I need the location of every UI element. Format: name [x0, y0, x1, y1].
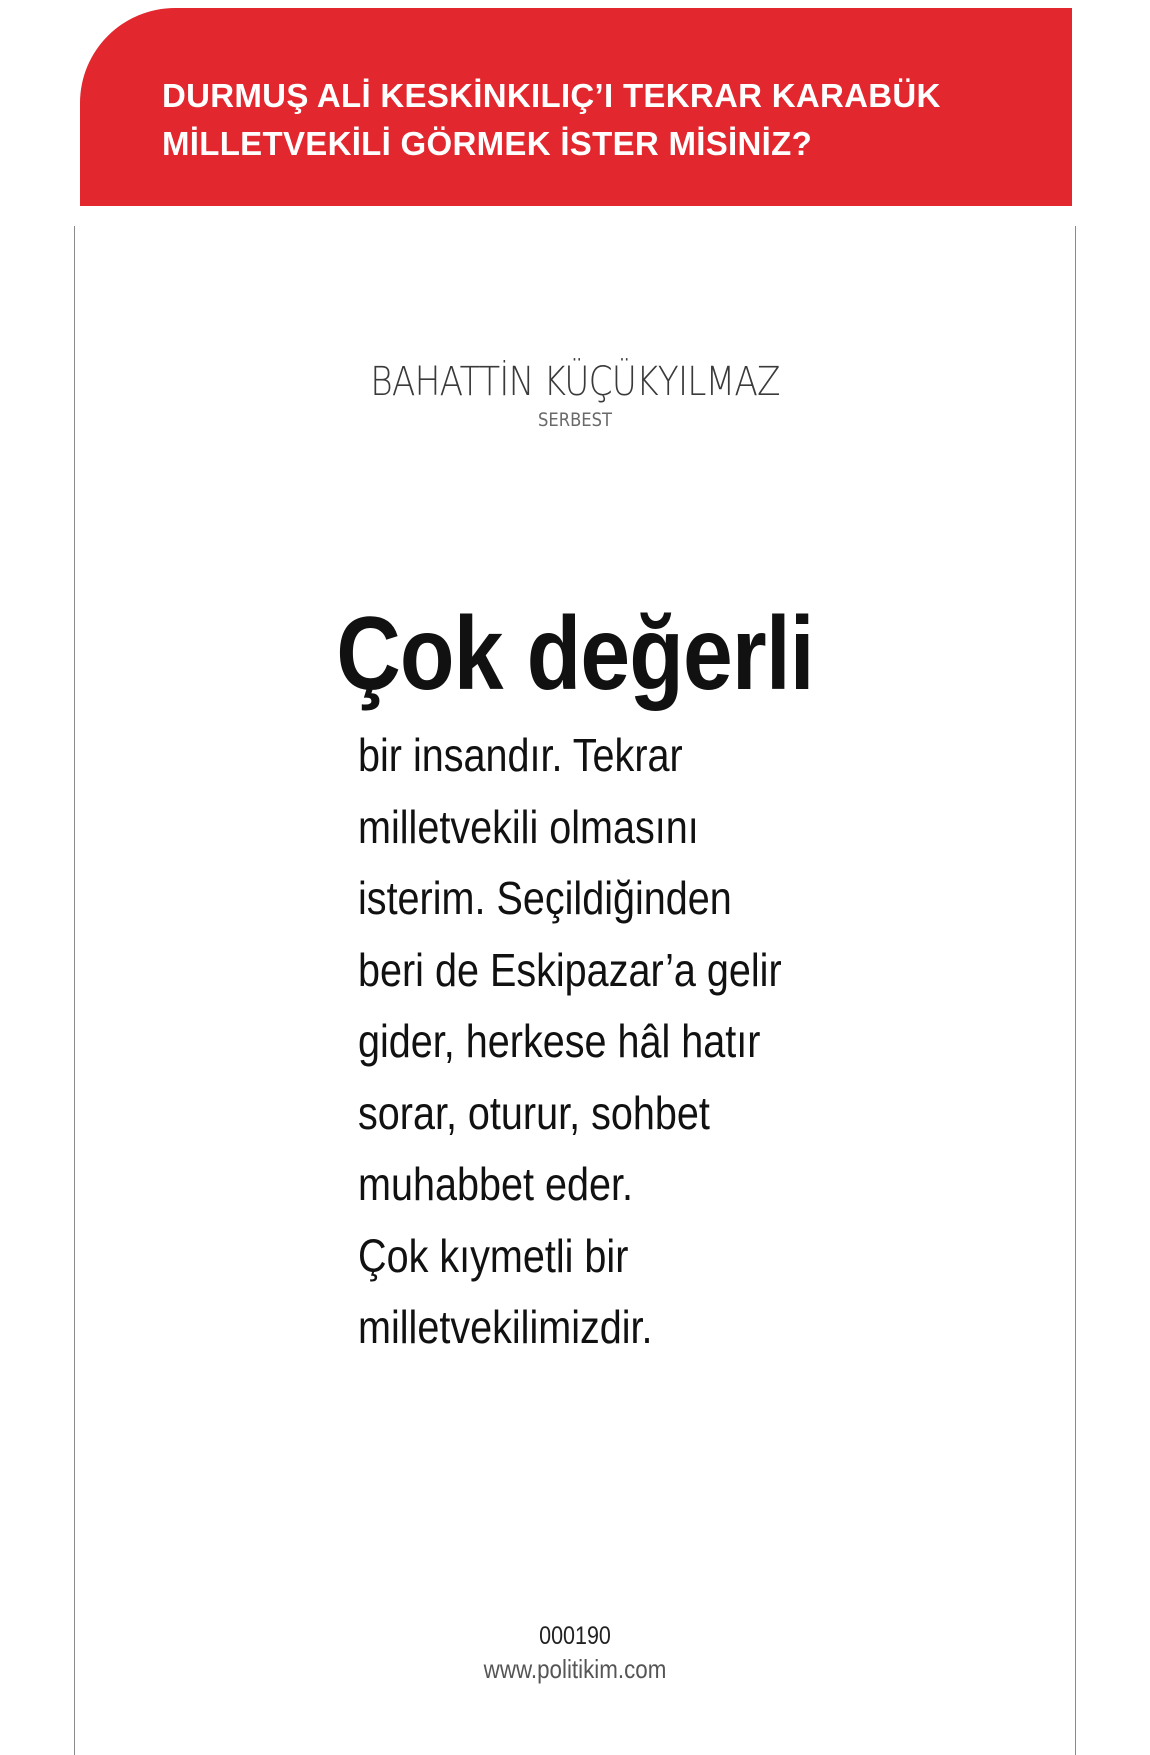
footer-url: www.politikim.com [483, 1654, 667, 1684]
quote-line: Çok kıymetli bir [358, 1229, 629, 1282]
banner-question-line-2: MİLLETVEKİLİ GÖRMEK İSTER MİSİNİZ? [162, 125, 813, 162]
quote-body [358, 720, 838, 1364]
footer-code: 000190 [539, 1622, 611, 1650]
quote-line: beri de Eskipazar’a gelir [358, 943, 782, 996]
quote-line: sorar, oturur, sohbet [358, 1086, 710, 1139]
quote-line: milletvekilimizdir. [358, 1301, 653, 1353]
frame-right-border [1075, 226, 1076, 1755]
author-role: SERBEST [538, 409, 612, 431]
question-banner [80, 8, 1072, 206]
author-name: BAHATTİN KÜÇÜKYILMAZ [370, 359, 780, 405]
frame-left-border [74, 226, 75, 1755]
banner-question-line-1: DURMUŞ ALİ KESKİNKILIÇ’I TEKRAR KARABÜK [162, 77, 941, 114]
quote-line: milletvekili olmasını [358, 800, 699, 853]
quote-line: muhabbet eder. [358, 1158, 633, 1210]
quote-line: bir insandır. Tekrar [358, 729, 683, 781]
quote-line: gider, herkese hâl hatır [358, 1015, 761, 1067]
footer [0, 1620, 1150, 1686]
author-block [0, 358, 1150, 432]
quote-headline: Çok değerli [336, 596, 814, 712]
quote-line: isterim. Seçildiğinden [358, 872, 732, 924]
